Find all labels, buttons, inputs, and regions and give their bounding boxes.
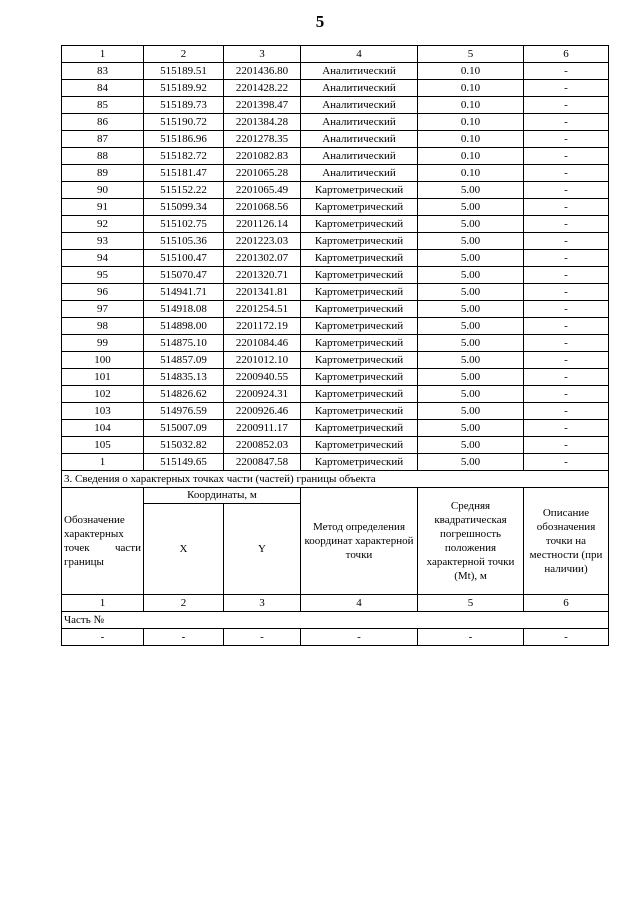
coord-y: 2201254.51 xyxy=(224,301,301,318)
method-cell: Картометрический xyxy=(301,267,418,284)
description-cell: - xyxy=(524,114,609,131)
method-cell: Картометрический xyxy=(301,369,418,386)
coord-y: 2201126.14 xyxy=(224,216,301,233)
mean-error-cell: 0.10 xyxy=(418,131,524,148)
table-row xyxy=(62,233,609,250)
col-number: 3 xyxy=(224,46,301,63)
description-cell: - xyxy=(524,301,609,318)
description-cell: - xyxy=(524,199,609,216)
method-cell: Картометрический xyxy=(301,284,418,301)
header-mean-error: Средняя квадратическая погрешность положения характерной точки (Mt), м xyxy=(418,488,524,595)
empty-cell: - xyxy=(301,629,418,646)
table-row xyxy=(62,284,609,301)
coord-x: 514976.59 xyxy=(144,403,224,420)
point-number: 90 xyxy=(62,182,144,199)
mean-error-cell: 5.00 xyxy=(418,352,524,369)
col-number: 1 xyxy=(62,595,144,612)
part-label: Часть № xyxy=(62,612,609,629)
description-cell: - xyxy=(524,80,609,97)
header-y: Y xyxy=(224,504,301,595)
section3-header-row-1 xyxy=(62,488,609,504)
coord-x: 515102.75 xyxy=(144,216,224,233)
description-cell: - xyxy=(524,454,609,471)
coord-y: 2201428.22 xyxy=(224,80,301,97)
point-number: 98 xyxy=(62,318,144,335)
point-number: 1 xyxy=(62,454,144,471)
point-number: 93 xyxy=(62,233,144,250)
mean-error-cell: 5.00 xyxy=(418,267,524,284)
point-number: 88 xyxy=(62,148,144,165)
table-row xyxy=(62,301,609,318)
empty-cell: - xyxy=(224,629,301,646)
method-cell: Картометрический xyxy=(301,182,418,199)
description-cell: - xyxy=(524,267,609,284)
coord-y: 2201320.71 xyxy=(224,267,301,284)
empty-cell: - xyxy=(418,629,524,646)
point-number: 83 xyxy=(62,63,144,80)
point-number: 100 xyxy=(62,352,144,369)
method-cell: Картометрический xyxy=(301,199,418,216)
col-number: 2 xyxy=(144,46,224,63)
table-row xyxy=(62,131,609,148)
method-cell: Картометрический xyxy=(301,250,418,267)
mean-error-cell: 5.00 xyxy=(418,318,524,335)
description-cell: - xyxy=(524,284,609,301)
point-number: 87 xyxy=(62,131,144,148)
page-number: 5 xyxy=(315,12,325,31)
mean-error-cell: 5.00 xyxy=(418,335,524,352)
description-cell: - xyxy=(524,437,609,454)
table-row xyxy=(62,352,609,369)
point-number: 105 xyxy=(62,437,144,454)
point-number: 89 xyxy=(62,165,144,182)
coord-x: 514898.00 xyxy=(144,318,224,335)
method-cell: Аналитический xyxy=(301,80,418,97)
coord-y: 2201302.07 xyxy=(224,250,301,267)
description-cell: - xyxy=(524,403,609,420)
table-row xyxy=(62,199,609,216)
description-cell: - xyxy=(524,148,609,165)
coord-y: 2201172.19 xyxy=(224,318,301,335)
description-cell: - xyxy=(524,165,609,182)
coord-x: 515189.51 xyxy=(144,63,224,80)
mean-error-cell: 5.00 xyxy=(418,454,524,471)
coord-x: 515186.96 xyxy=(144,131,224,148)
coord-y: 2201341.81 xyxy=(224,284,301,301)
method-cell: Картометрический xyxy=(301,233,418,250)
coord-x: 514826.62 xyxy=(144,386,224,403)
point-number: 95 xyxy=(62,267,144,284)
method-cell: Картометрический xyxy=(301,437,418,454)
coord-y: 2201012.10 xyxy=(224,352,301,369)
method-cell: Аналитический xyxy=(301,148,418,165)
table-row xyxy=(62,403,609,420)
coord-y: 2200926.46 xyxy=(224,403,301,420)
point-number: 96 xyxy=(62,284,144,301)
table-row xyxy=(62,420,609,437)
coord-y: 2201398.47 xyxy=(224,97,301,114)
coord-x: 514875.10 xyxy=(144,335,224,352)
col-number: 4 xyxy=(301,595,418,612)
mean-error-cell: 0.10 xyxy=(418,114,524,131)
description-cell: - xyxy=(524,250,609,267)
section3-column-numbers-row xyxy=(62,595,609,612)
coord-y: 2200852.03 xyxy=(224,437,301,454)
point-number: 91 xyxy=(62,199,144,216)
table-row xyxy=(62,335,609,352)
table-row xyxy=(62,63,609,80)
col-number: 5 xyxy=(418,46,524,63)
coord-x: 515189.73 xyxy=(144,97,224,114)
mean-error-cell: 5.00 xyxy=(418,420,524,437)
mean-error-cell: 0.10 xyxy=(418,148,524,165)
coord-x: 514941.71 xyxy=(144,284,224,301)
point-number: 84 xyxy=(62,80,144,97)
coord-y: 2201084.46 xyxy=(224,335,301,352)
mean-error-cell: 5.00 xyxy=(418,301,524,318)
point-number: 102 xyxy=(62,386,144,403)
header-description: Описание обозначения точки на местности (при наличии) xyxy=(524,488,609,595)
coord-x: 515189.92 xyxy=(144,80,224,97)
table-row xyxy=(62,97,609,114)
description-cell: - xyxy=(524,318,609,335)
coord-y: 2201384.28 xyxy=(224,114,301,131)
col-number: 6 xyxy=(524,595,609,612)
table-row xyxy=(62,267,609,284)
mean-error-cell: 0.10 xyxy=(418,97,524,114)
method-cell: Картометрический xyxy=(301,318,418,335)
table-row xyxy=(62,80,609,97)
point-number: 85 xyxy=(62,97,144,114)
method-cell: Картометрический xyxy=(301,403,418,420)
table-row xyxy=(62,182,609,199)
description-cell: - xyxy=(524,420,609,437)
mean-error-cell: 5.00 xyxy=(418,369,524,386)
method-cell: Картометрический xyxy=(301,420,418,437)
table-row xyxy=(62,148,609,165)
point-number: 86 xyxy=(62,114,144,131)
coordinates-table xyxy=(61,45,609,646)
description-cell: - xyxy=(524,335,609,352)
coord-y: 2201065.28 xyxy=(224,165,301,182)
empty-cell: - xyxy=(62,629,144,646)
description-cell: - xyxy=(524,131,609,148)
coord-x: 514857.09 xyxy=(144,352,224,369)
mean-error-cell: 0.10 xyxy=(418,63,524,80)
mean-error-cell: 5.00 xyxy=(418,250,524,267)
method-cell: Аналитический xyxy=(301,97,418,114)
point-number: 103 xyxy=(62,403,144,420)
coord-y: 2201082.83 xyxy=(224,148,301,165)
coord-y: 2200911.17 xyxy=(224,420,301,437)
point-number: 94 xyxy=(62,250,144,267)
coord-y: 2201068.56 xyxy=(224,199,301,216)
coord-x: 515007.09 xyxy=(144,420,224,437)
col-number: 6 xyxy=(524,46,609,63)
point-number: 97 xyxy=(62,301,144,318)
coord-x: 514835.13 xyxy=(144,369,224,386)
table-row xyxy=(62,437,609,454)
mean-error-cell: 5.00 xyxy=(418,386,524,403)
coord-y: 2201065.49 xyxy=(224,182,301,199)
point-number: 104 xyxy=(62,420,144,437)
coord-x: 515100.47 xyxy=(144,250,224,267)
mean-error-cell: 5.00 xyxy=(418,233,524,250)
method-cell: Картометрический xyxy=(301,216,418,233)
empty-cell: - xyxy=(144,629,224,646)
table-row xyxy=(62,318,609,335)
mean-error-cell: 5.00 xyxy=(418,182,524,199)
point-number: 99 xyxy=(62,335,144,352)
description-cell: - xyxy=(524,352,609,369)
point-number: 101 xyxy=(62,369,144,386)
table-row xyxy=(62,369,609,386)
coord-x: 515152.22 xyxy=(144,182,224,199)
empty-cell: - xyxy=(524,629,609,646)
coord-x: 515032.82 xyxy=(144,437,224,454)
coord-x: 515182.72 xyxy=(144,148,224,165)
mean-error-cell: 5.00 xyxy=(418,284,524,301)
description-cell: - xyxy=(524,63,609,80)
header-coordinates: Координаты, м xyxy=(144,488,301,504)
mean-error-cell: 5.00 xyxy=(418,437,524,454)
header-x: X xyxy=(144,504,224,595)
table-row xyxy=(62,386,609,403)
method-cell: Аналитический xyxy=(301,114,418,131)
col-number: 4 xyxy=(301,46,418,63)
coord-x: 515181.47 xyxy=(144,165,224,182)
description-cell: - xyxy=(524,233,609,250)
point-number: 92 xyxy=(62,216,144,233)
table-row xyxy=(62,216,609,233)
mean-error-cell: 5.00 xyxy=(418,216,524,233)
empty-row xyxy=(62,629,609,646)
mean-error-cell: 5.00 xyxy=(418,199,524,216)
method-cell: Картометрический xyxy=(301,335,418,352)
section3-title: 3. Сведения о характерных точках части (частей) границы объекта xyxy=(62,471,609,488)
mean-error-cell: 0.10 xyxy=(418,80,524,97)
method-cell: Картометрический xyxy=(301,454,418,471)
method-cell: Аналитический xyxy=(301,63,418,80)
coord-y: 2201278.35 xyxy=(224,131,301,148)
coord-x: 515149.65 xyxy=(144,454,224,471)
table-row xyxy=(62,114,609,131)
col-number: 2 xyxy=(144,595,224,612)
coord-x: 515099.34 xyxy=(144,199,224,216)
coord-y: 2201436.80 xyxy=(224,63,301,80)
col-number: 5 xyxy=(418,595,524,612)
table-row xyxy=(62,454,609,471)
coord-y: 2200940.55 xyxy=(224,369,301,386)
coord-x: 515190.72 xyxy=(144,114,224,131)
method-cell: Картометрический xyxy=(301,301,418,318)
description-cell: - xyxy=(524,97,609,114)
coord-y: 2201223.03 xyxy=(224,233,301,250)
method-cell: Картометрический xyxy=(301,386,418,403)
description-cell: - xyxy=(524,386,609,403)
description-cell: - xyxy=(524,369,609,386)
section3-title-row xyxy=(62,471,609,488)
method-cell: Аналитический xyxy=(301,131,418,148)
mean-error-cell: 0.10 xyxy=(418,165,524,182)
table-row xyxy=(62,250,609,267)
coord-x: 514918.08 xyxy=(144,301,224,318)
table-row xyxy=(62,165,609,182)
description-cell: - xyxy=(524,182,609,199)
col-number: 3 xyxy=(224,595,301,612)
coord-y: 2200924.31 xyxy=(224,386,301,403)
coord-y: 2200847.58 xyxy=(224,454,301,471)
coord-x: 515105.36 xyxy=(144,233,224,250)
header-method: Метод определения координат характерной точки xyxy=(301,488,418,595)
part-row xyxy=(62,612,609,629)
coord-x: 515070.47 xyxy=(144,267,224,284)
mean-error-cell: 5.00 xyxy=(418,403,524,420)
column-numbers-row xyxy=(62,46,609,63)
description-cell: - xyxy=(524,216,609,233)
col-number: 1 xyxy=(62,46,144,63)
header-point-designation: Обозначение характерных точек части границы xyxy=(62,488,144,595)
method-cell: Аналитический xyxy=(301,165,418,182)
method-cell: Картометрический xyxy=(301,352,418,369)
